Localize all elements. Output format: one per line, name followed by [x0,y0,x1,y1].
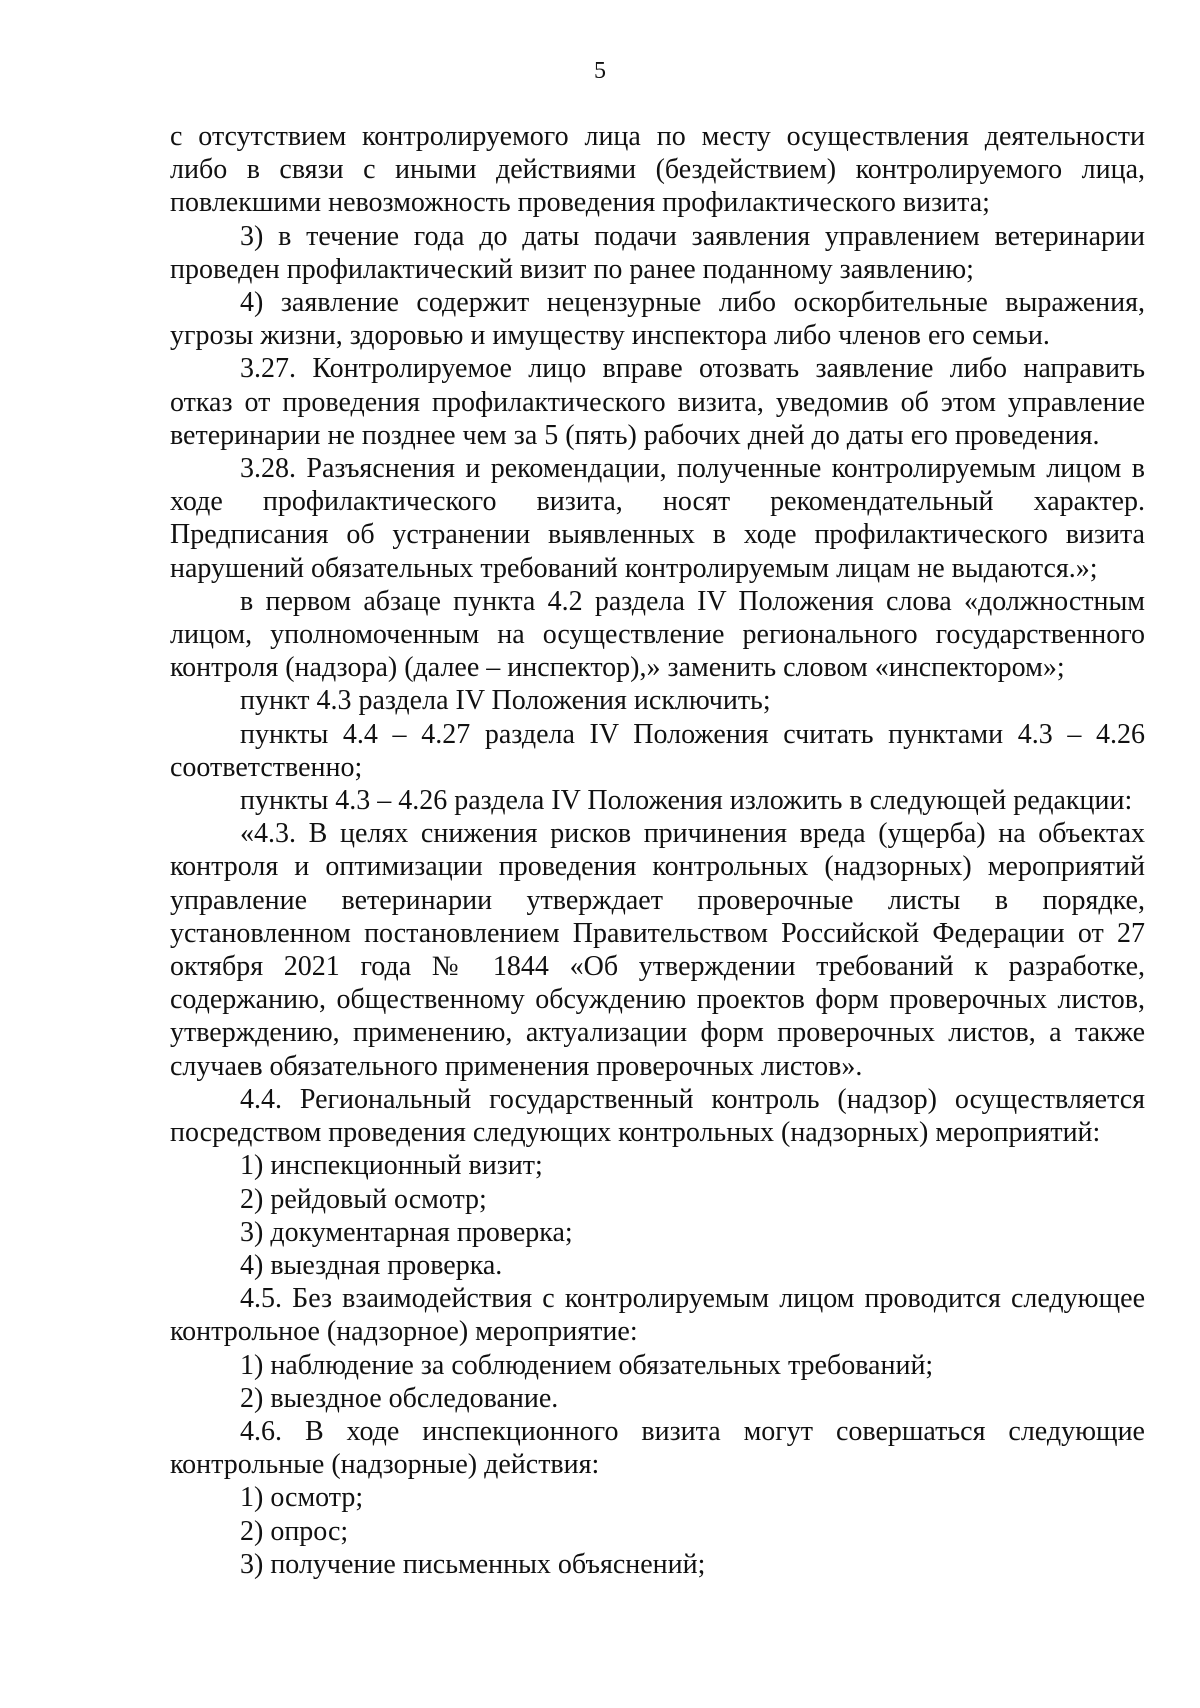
list-item: 1) осмотр; [240,1482,364,1514]
paragraph: пункты 4.3 – 4.26 раздела IV Положения изложить в следующей редакции: [240,785,1133,817]
page-number: 5 [594,58,606,84]
list-item: 1) наблюдение за соблюдением обязательных требований; [240,1349,934,1381]
list-item: 2) рейдовый осмотр; [240,1183,487,1215]
paragraph: в первом абзаце пункта 4.2 раздела IV Положения слова «должностным лицом, уполномоченным на осуществление регионального государственного контроля (надзора) (далее – инспектор),» заменить словом «инспектором»; [170,585,1145,684]
paragraph: 4) заявление содержит нецензурные либо оскорбительные выражения, угрозы жизни, здоровью и имуществу инспектора либо членов его семьи. [170,287,1145,352]
paragraph: пункты 4.4 – 4.27 раздела IV Положения считать пунктами 4.3 – 4.26 соответственно; [170,718,1145,783]
paragraph: с отсутствием контролируемого лица по месту осуществления деятельности либо в связи с иными действиями (бездействием) контролируемого лица, повлекшими невозможность проведения профилактического визита; [170,121,1145,219]
list-item: 3) получение письменных объяснений; [240,1548,706,1580]
list-item: 2) выездное обследование. [240,1382,559,1414]
paragraph: 3) в течение года до даты подачи заявления управлением ветеринарии проведен профилактический визит по ранее поданному заявлению; [170,220,1145,285]
list-item: 4) выездная проверка. [240,1249,503,1281]
paragraph: 3.27. Контролируемое лицо вправе отозвать заявление либо направить отказ от проведения профилактического визита, уведомив об этом управление ветеринарии не позднее чем за 5 (пять) рабочих дней до даты его проведения. [170,353,1145,451]
paragraph: пункт 4.3 раздела IV Положения исключить; [240,685,771,717]
list-item: 1) инспекционный визит; [240,1150,543,1182]
paragraph: «4.3. В целях снижения рисков причинения вреда (ущерба) на объектах контроля и оптимизации проведения контрольных (надзорных) мероприятий управление ветеринарии утверждает проверочные листы в порядке, установленном постановлением Правительством Российской Федерации от 27 октября 2021 года № 1844 «Об утверждении требований к разработке, содержанию, общественному обсуждению проектов форм проверочных листов, утверждению, применению, актуализации форм проверочных листов, а также случаев обязательного применения проверочных листов». [170,818,1145,1082]
list-item: 3) документарная проверка; [240,1216,573,1248]
document-body [170,120,1145,1581]
list-item: 2) опрос; [240,1515,349,1547]
paragraph: 4.4. Региональный государственный контроль (надзор) осуществляется посредством проведения следующих контрольных (надзорных) мероприятий: [170,1083,1145,1149]
paragraph: 4.6. В ходе инспекционного визита могут совершаться следующие контрольные (надзорные) действия: [170,1415,1145,1481]
paragraph: 3.28. Разъяснения и рекомендации, полученные контролируемым лицом в ходе профилактического визита, носят рекомендательный характер. Предписания об устранении выявленных в ходе профилактического визита нарушений обязательных требований контролируемым лицам не выдаются.»; [170,453,1145,584]
paragraph: 4.5. Без взаимодействия с контролируемым лицом проводится следующее контрольное (надзорное) мероприятие: [170,1283,1145,1348]
